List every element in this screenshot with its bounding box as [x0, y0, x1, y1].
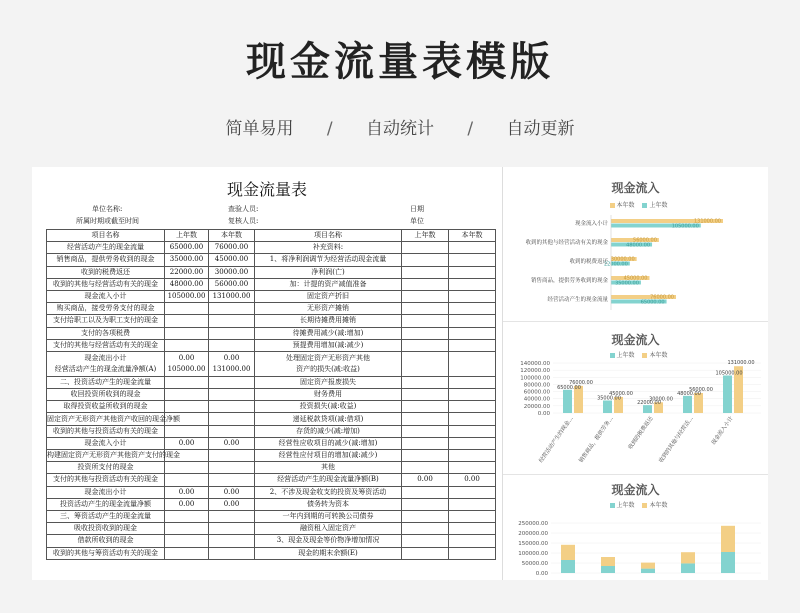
cell-supp-this-year: [449, 303, 496, 315]
cell-this-year: [209, 315, 255, 327]
category-label: 销售商品，提供劳务收到的现金: [530, 278, 608, 284]
cell-supp-this-year: [449, 254, 496, 266]
tag-easy: 简单易用: [225, 119, 294, 139]
stacked-bar-chart: [503, 475, 768, 580]
cell-supp-this-year: [449, 450, 496, 462]
cell-supp-item-name: 长期待摊费用摊销: [255, 315, 402, 327]
header-item-name: 项目名称: [47, 230, 165, 242]
table-row: [47, 266, 496, 278]
data-label: 22000.00: [603, 261, 628, 268]
table-row: [47, 498, 496, 510]
cell-supp-this-year: [449, 351, 496, 376]
stack-last-year: [641, 569, 655, 573]
header-prev-year: 上年数: [165, 230, 209, 242]
cell-this-year: [209, 535, 255, 547]
unit-label: 单位: [410, 217, 424, 225]
cell-this-year: [209, 450, 255, 462]
data-label: 48000.00: [677, 390, 701, 397]
table-row: [47, 339, 496, 351]
cell-supp-item-name: 经营活动产生的现金流量净额(B): [255, 474, 402, 486]
cell-item-name: 收到的其他与筹资活动有关的现金: [47, 547, 165, 559]
chart-title: 现金流入: [611, 181, 660, 195]
data-label: 65000.00: [557, 384, 581, 391]
bar-last-year: [723, 376, 732, 414]
cell-this-year: [209, 462, 255, 474]
cell-supp-item-name: 投资损失(减:收益): [255, 401, 402, 413]
y-tick-label: 100000.00: [520, 375, 550, 382]
cell-prev-year: [165, 510, 209, 522]
cell-supp-item-name: 待摊费用减少(减:增加): [255, 327, 402, 339]
table-row: [47, 450, 496, 462]
table-row: [47, 242, 496, 254]
table-row: [47, 351, 496, 376]
chart-panel-stacked: [503, 475, 768, 580]
legend-last-year: 上年数: [649, 202, 668, 209]
cell-supp-item-name: 补充资料:: [255, 242, 402, 254]
cell-supp-item-name: 处理固定资产无形资产其他 资产的损失(减:收益): [255, 351, 402, 376]
data-label: 35000.00: [615, 280, 639, 287]
cell-supp-this-year: [449, 242, 496, 254]
data-label: 48000.00: [626, 242, 651, 249]
cell-item-name: 投资活动产生的现金流量净额: [47, 498, 165, 510]
legend-last-year: 上年数: [616, 352, 635, 359]
cell-item-name: 经营活动产生的现金流量: [47, 242, 165, 254]
cell-supp-prev-year: [402, 278, 449, 290]
cell-this-year: 0.00: [209, 486, 255, 498]
category-label: 现金流入小计: [710, 415, 735, 447]
cell-supp-prev-year: [402, 254, 449, 266]
cell-this-year: [209, 303, 255, 315]
data-label: 35000.00: [597, 395, 621, 402]
cell-supp-this-year: [449, 401, 496, 413]
cell-prev-year: 0.00: [165, 437, 209, 449]
table-row: [47, 535, 496, 547]
cell-item-name: 收回投资所收到的现金: [47, 389, 165, 401]
bar-last-year: [643, 405, 652, 413]
cell-item-name: 收到的其他与经营活动有关的现金: [47, 278, 165, 290]
data-label: 56000.00: [633, 237, 657, 244]
cell-prev-year: [165, 389, 209, 401]
cell-prev-year: [165, 339, 209, 351]
cell-supp-prev-year: [402, 266, 449, 278]
cell-item-name: 收到的其他与投资活动有关的现金: [47, 425, 165, 437]
table-row: [47, 437, 496, 449]
category-label: 现金流入小计: [574, 221, 608, 227]
cell-supp-item-name: 经营性应付项目的增加(减:减少): [255, 450, 402, 462]
cell-supp-this-year: [449, 510, 496, 522]
table-row: [47, 290, 496, 302]
checker-label: 查验人员:: [228, 205, 259, 213]
cell-supp-prev-year: [402, 510, 449, 522]
cell-item-name: 现金流入小计: [47, 437, 165, 449]
cell-supp-this-year: 0.00: [449, 474, 496, 486]
tag-auto-stats: 自动统计: [366, 119, 434, 139]
cell-this-year: [209, 474, 255, 486]
cell-this-year: [209, 376, 255, 388]
y-tick-label: 60000.00: [523, 389, 550, 396]
cell-prev-year: [165, 535, 209, 547]
cell-item-name: 借款所收到的现金: [47, 535, 165, 547]
cell-supp-item-name: 加：计提的资产减值准备: [255, 278, 402, 290]
hero-tagline: [0, 114, 800, 139]
cell-prev-year: 0.00 105000.00: [165, 351, 209, 376]
unit-name-label: 单位名称:: [92, 205, 123, 213]
cell-prev-year: [165, 474, 209, 486]
cell-supp-prev-year: [402, 523, 449, 535]
data-label: 30000.00: [649, 396, 673, 403]
y-tick-label: 140000.00: [520, 361, 550, 367]
table-row: [47, 278, 496, 290]
stack-this-year: [681, 552, 695, 563]
y-tick-label: 150000.00: [518, 541, 548, 547]
cell-supp-this-year: [449, 339, 496, 351]
table-header-row: [47, 230, 496, 242]
legend-this-year: 本年数: [649, 502, 668, 509]
cell-prev-year: [165, 376, 209, 388]
cell-item-name: 收到的税费返还: [47, 266, 165, 278]
cell-prev-year: 35000.00: [165, 254, 209, 266]
cell-supp-item-name: 融资租入固定资产: [255, 523, 402, 535]
cell-prev-year: 0.00: [165, 486, 209, 498]
data-label: 45000.00: [623, 275, 648, 282]
cell-this-year: 0.00 131000.00: [209, 351, 255, 376]
cell-prev-year: [165, 425, 209, 437]
cell-supp-item-name: 其他: [255, 462, 402, 474]
cell-supp-prev-year: [402, 425, 449, 437]
cell-this-year: 45000.00: [209, 254, 255, 266]
cell-supp-item-name: 经营性应收项目的减少(减:增加): [255, 437, 402, 449]
cell-this-year: [209, 339, 255, 351]
bar-last-year: [603, 401, 612, 414]
cell-supp-prev-year: [402, 535, 449, 547]
cell-this-year: [209, 401, 255, 413]
y-tick-label: 200000.00: [518, 531, 548, 537]
data-label: 131000.00: [693, 218, 721, 225]
cell-supp-prev-year: [402, 290, 449, 302]
cell-item-name: 支付的各项税费: [47, 327, 165, 339]
table-row: [47, 303, 496, 315]
cell-supp-prev-year: [402, 462, 449, 474]
cell-supp-prev-year: [402, 303, 449, 315]
y-tick-label: 0.00: [537, 411, 550, 417]
cell-supp-this-year: [449, 315, 496, 327]
vertical-bar-chart: [503, 322, 768, 474]
cell-supp-item-name: 2、不涉及现金收支的投资及筹资活动: [255, 486, 402, 498]
y-tick-label: 250000.00: [518, 521, 548, 527]
y-tick-label: 40000.00: [523, 396, 550, 403]
cell-supp-prev-year: [402, 315, 449, 327]
data-label: 56000.00: [689, 387, 713, 393]
cell-item-name: 支付给职工以及为职工支付的现金: [47, 315, 165, 327]
data-label: 76000.00: [569, 379, 593, 386]
y-tick-label: 100000.00: [518, 551, 548, 557]
cell-this-year: 56000.00: [209, 278, 255, 290]
cell-supp-this-year: [449, 425, 496, 437]
stack-last-year: [721, 552, 735, 573]
cell-supp-prev-year: [402, 327, 449, 339]
category-label: 收到的其他与经营活动有关的现金: [525, 240, 608, 246]
cash-flow-table: [46, 229, 496, 560]
reviewer-label: 复核人员:: [228, 217, 259, 225]
category-label: 收到的其他与经营活...: [658, 415, 695, 464]
date-label: 日期: [410, 205, 424, 213]
cell-supp-item-name: 固定资产折旧: [255, 290, 402, 302]
cell-item-name: 购买商品，接受劳务支付的现金: [47, 303, 165, 315]
table-row: [47, 401, 496, 413]
cell-this-year: 131000.00: [209, 290, 255, 302]
document-title: 现金流量表: [226, 180, 307, 199]
cell-supp-this-year: [449, 278, 496, 290]
cell-supp-this-year: [449, 413, 496, 425]
chart-title: 现金流入: [611, 483, 660, 497]
cell-supp-this-year: [449, 486, 496, 498]
stack-this-year: [561, 545, 575, 560]
cell-supp-prev-year: [402, 351, 449, 376]
table-row: [47, 389, 496, 401]
data-label: 105000.00: [715, 370, 743, 377]
header-supp-prev-year: 上年数: [402, 230, 449, 242]
table-row: [47, 327, 496, 339]
cell-prev-year: [165, 327, 209, 339]
table-row: [47, 254, 496, 266]
cell-supp-prev-year: [402, 401, 449, 413]
cell-this-year: [209, 425, 255, 437]
cell-supp-prev-year: [402, 450, 449, 462]
y-tick-label: 20000.00: [523, 403, 550, 410]
stack-this-year: [641, 563, 655, 569]
cell-item-name: 销售商品，提供劳务收到的现金: [47, 254, 165, 266]
cell-prev-year: 22000.00: [165, 266, 209, 278]
cell-supp-item-name: 存货的减少(减:增加): [255, 425, 402, 437]
cell-this-year: 0.00: [209, 498, 255, 510]
bar-last-year: [563, 390, 572, 413]
cell-supp-prev-year: [402, 547, 449, 559]
legend-this-year: 本年数: [649, 352, 668, 359]
legend-this-year: 本年数: [616, 202, 635, 209]
cell-supp-item-name: 净利润(亡): [255, 266, 402, 278]
cell-supp-this-year: [449, 376, 496, 388]
cell-item-name: 构建固定资产无形资产其他资产支付的现金: [47, 450, 165, 462]
cell-supp-item-name: 一年内到期的可转换公司债券: [255, 510, 402, 522]
cell-this-year: [209, 327, 255, 339]
chart-panel-horizontal: [503, 167, 768, 322]
table-row: [47, 376, 496, 388]
cell-prev-year: [165, 315, 209, 327]
header-supp-this-year: 本年数: [449, 230, 496, 242]
y-tick-label: 50000.00: [521, 561, 548, 567]
category-label: 经营活动产生的现金...: [538, 415, 575, 464]
chart-title: 现金流入: [611, 333, 660, 347]
cell-prev-year: [165, 523, 209, 535]
cell-supp-prev-year: [402, 413, 449, 425]
cell-supp-this-year: [449, 523, 496, 535]
cell-supp-item-name: 固定资产报废损失: [255, 376, 402, 388]
cell-supp-item-name: 3、现金及现金等价物净增加情况: [255, 535, 402, 547]
cell-supp-this-year: [449, 266, 496, 278]
cell-item-name: 现金流入小计: [47, 290, 165, 302]
cell-prev-year: 0.00: [165, 498, 209, 510]
cell-item-name: 支付的其他与经营活动有关的现金: [47, 339, 165, 351]
data-label: 131000.00: [727, 360, 755, 367]
cell-item-name: 固定资产无形资产其他资产收回的现金净额: [47, 413, 165, 425]
table-row: [47, 547, 496, 559]
table-row: [47, 523, 496, 535]
stack-last-year: [601, 566, 615, 573]
category-label: 经营活动产生的现金流量: [547, 297, 608, 303]
cell-this-year: [209, 523, 255, 535]
cell-supp-prev-year: [402, 242, 449, 254]
table-row: [47, 462, 496, 474]
cell-this-year: [209, 413, 255, 425]
data-label: 45000.00: [609, 390, 633, 397]
cell-item-name: 现金流出小计 经营活动产生的现金流量净额(A): [47, 351, 165, 376]
chart-panel-vertical: [503, 322, 768, 475]
cell-item-name: 现金流出小计: [47, 486, 165, 498]
cell-supp-prev-year: [402, 376, 449, 388]
cell-prev-year: 105000.00: [165, 290, 209, 302]
y-tick-label: 120000.00: [520, 368, 550, 375]
cell-item-name: 二、投资活动产生的现金流量: [47, 376, 165, 388]
bar-last-year: [683, 396, 692, 413]
cell-supp-item-name: 递延税款贷项(减:借项): [255, 413, 402, 425]
cell-item-name: 取得投资收益所收到的现金: [47, 401, 165, 413]
data-label: 65000.00: [640, 299, 665, 306]
cell-supp-this-year: [449, 547, 496, 559]
table-row: [47, 486, 496, 498]
cell-this-year: [209, 547, 255, 559]
period-label: 所属时期或截至时间: [76, 217, 139, 225]
tag-separator: /: [326, 119, 333, 139]
stack-this-year: [721, 526, 735, 552]
data-label: 76000.00: [650, 294, 674, 301]
cell-supp-this-year: [449, 389, 496, 401]
cell-supp-prev-year: [402, 437, 449, 449]
stack-last-year: [681, 563, 695, 573]
cell-item-name: 吸收投资收到的现金: [47, 523, 165, 535]
cell-this-year: [209, 389, 255, 401]
cell-supp-item-name: 无形资产摊销: [255, 303, 402, 315]
stack-this-year: [601, 557, 615, 566]
cell-this-year: [209, 510, 255, 522]
hero-title: 现金流量表模版: [246, 39, 554, 85]
cell-prev-year: [165, 401, 209, 413]
cell-supp-item-name: 1、将净利润调节为经营活动现金流量: [255, 254, 402, 266]
y-tick-label: 80000.00: [523, 382, 550, 389]
tag-auto-update: 自动更新: [506, 119, 575, 139]
cell-prev-year: [165, 462, 209, 474]
cell-this-year: 0.00: [209, 437, 255, 449]
cell-supp-prev-year: [402, 339, 449, 351]
legend-last-year: 上年数: [616, 502, 635, 509]
category-label: 销售商品，提供劳务...: [578, 415, 615, 464]
horizontal-bar-chart: [503, 167, 768, 321]
stack-last-year: [561, 560, 575, 573]
data-label: 105000.00: [671, 223, 699, 230]
cell-prev-year: 65000.00: [165, 242, 209, 254]
cell-supp-this-year: [449, 290, 496, 302]
cell-this-year: 76000.00: [209, 242, 255, 254]
cash-flow-document: [32, 167, 503, 580]
cell-supp-item-name: 债务转为资本: [255, 498, 402, 510]
cell-prev-year: [165, 303, 209, 315]
category-label: 收到的税费返还: [627, 415, 655, 451]
table-row: [47, 474, 496, 486]
cell-supp-prev-year: 0.00: [402, 474, 449, 486]
cell-item-name: 支付的其他与投资活动有关的现金: [47, 474, 165, 486]
charts-column: [503, 167, 768, 580]
header-this-year: 本年数: [209, 230, 255, 242]
cell-item-name: 三、筹资活动产生的现金流量: [47, 510, 165, 522]
tag-separator: /: [467, 119, 474, 139]
table-row: [47, 425, 496, 437]
cell-this-year: 30000.00: [209, 266, 255, 278]
cell-supp-this-year: [449, 462, 496, 474]
table-row: [47, 315, 496, 327]
cell-supp-item-name: 财务费用: [255, 389, 402, 401]
cell-supp-this-year: [449, 327, 496, 339]
data-label: 22000.00: [637, 400, 661, 407]
header-supp-item-name: 项目名称: [255, 230, 402, 242]
cell-prev-year: [165, 547, 209, 559]
y-tick-label: 0.00: [535, 571, 548, 577]
table-row: [47, 413, 496, 425]
cell-supp-item-name: 现金的期末余额(E): [255, 547, 402, 559]
cell-supp-prev-year: [402, 389, 449, 401]
cell-supp-this-year: [449, 535, 496, 547]
cell-supp-this-year: [449, 498, 496, 510]
spreadsheet-preview: [32, 167, 768, 580]
cell-supp-this-year: [449, 437, 496, 449]
category-label: 收到的税费返还: [569, 259, 608, 265]
cell-supp-item-name: 预提费用增加(减:减少): [255, 339, 402, 351]
cell-supp-prev-year: [402, 486, 449, 498]
data-label: 30000.00: [610, 256, 635, 263]
table-row: [47, 510, 496, 522]
cell-item-name: 投资所支付的现金: [47, 462, 165, 474]
cell-supp-prev-year: [402, 498, 449, 510]
cell-prev-year: 48000.00: [165, 278, 209, 290]
